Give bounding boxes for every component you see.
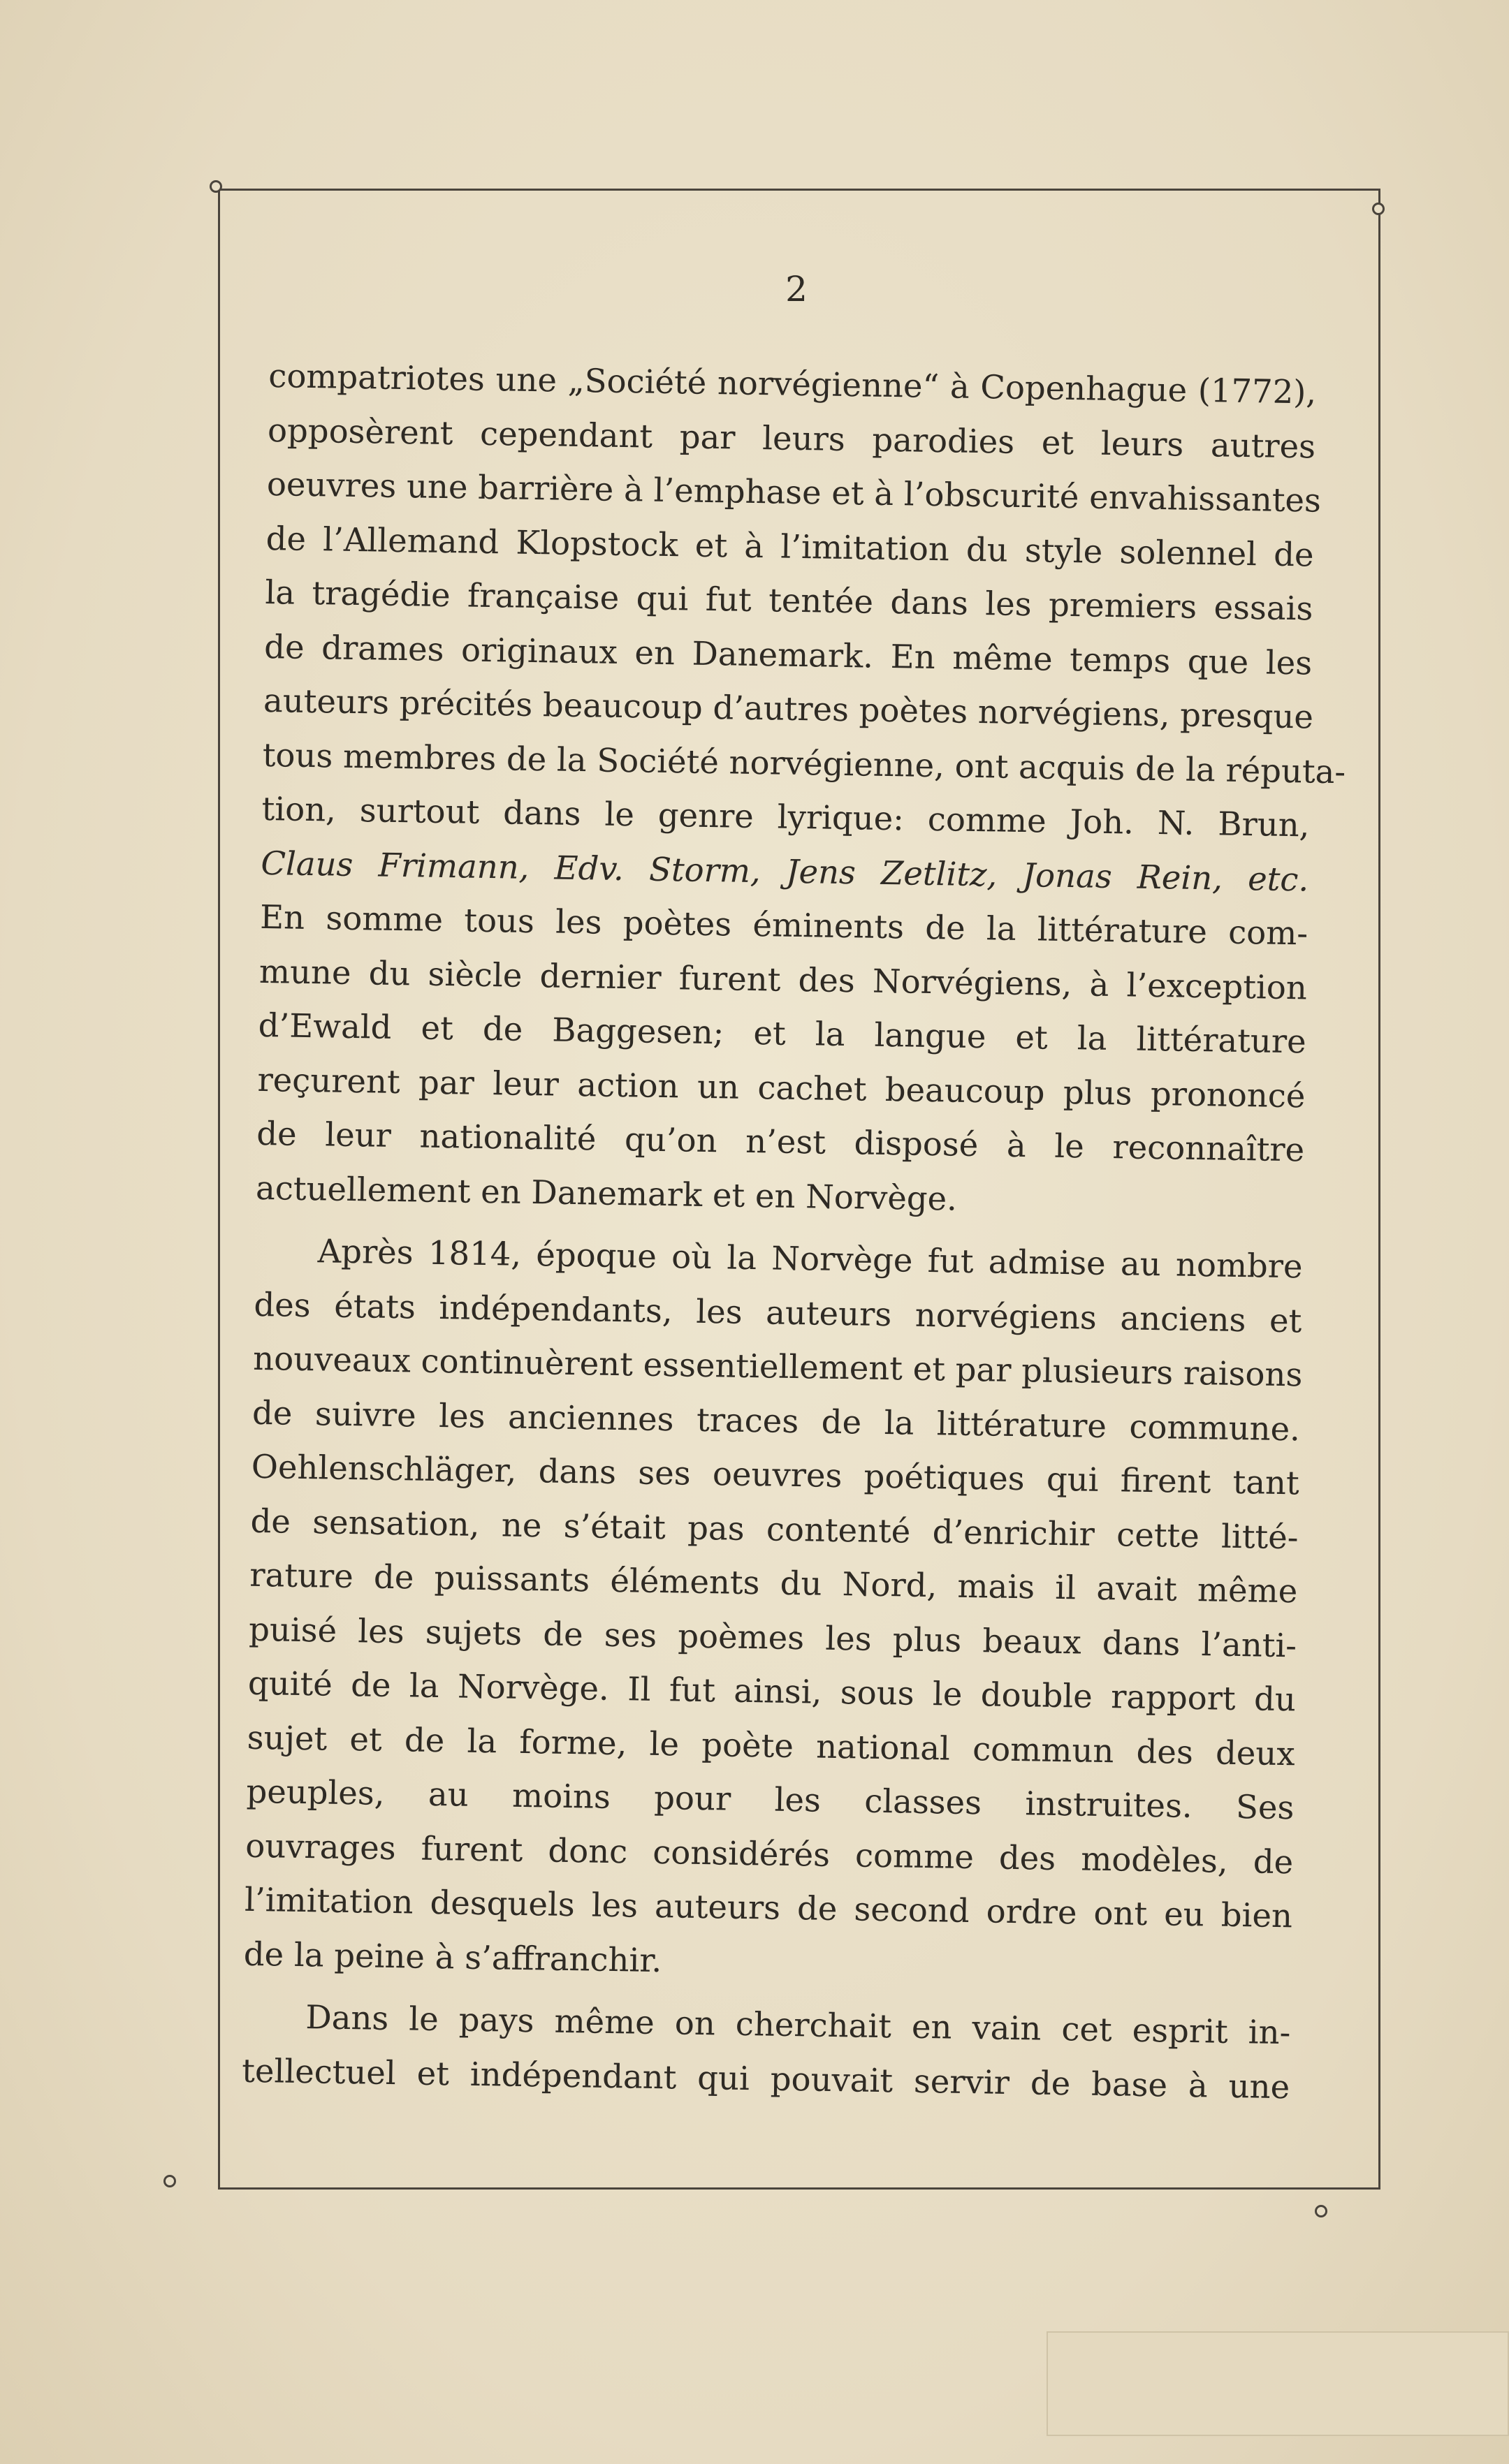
text-line: de la peine à s’affranchir. — [243, 1935, 662, 1979]
text-line: oeuvres une barrière à l’emphase et à l’obscurité envahissantes — [266, 464, 1322, 520]
paragraph-3 — [242, 1990, 1291, 2115]
adjacent-page-edge — [1047, 2331, 1509, 2436]
text-line: des états indépendants, les auteurs norvégiens anciens et — [254, 1285, 1302, 1340]
text-line: Claus Frimann, Edv. Storm, Jens Zetlitz, Jonas Rein, etc. — [261, 844, 1309, 898]
frame-corner-ornament-icon — [1315, 2205, 1327, 2217]
text-line: compatriotes une „Société norvégienne“ à Copenhague (1772), — [268, 356, 1317, 411]
frame-corner-ornament-icon — [210, 180, 222, 193]
text-line: la tragédie française qui fut tentée dans les premiers essais — [265, 573, 1313, 628]
text-line: ouvrages furent donc considérés comme des modèles, de — [245, 1826, 1294, 1881]
text-line: peuples, au moins pour les classes instruites. Ses — [246, 1772, 1295, 1827]
text-line: mune du siècle dernier furent des Norvégiens, à l’exception — [258, 952, 1308, 1006]
text-line: quité de la Norvège. Il fut ainsi, sous le double rapport du — [247, 1664, 1297, 1719]
text-line: sujet et de la forme, le poète national commun des deux — [247, 1718, 1296, 1773]
text-line: d’Ewald et de Baggesen; et la langue et la littérature — [258, 1006, 1307, 1061]
text-line: reçurent par leur action un cachet beaucoup plus prononcé — [257, 1060, 1306, 1115]
text-line: tous membres de la Société norvégienne, ont acquis de la réputa- — [262, 735, 1346, 791]
text-line: Dans le pays même on cherchait en vain cet esprit in- — [305, 1998, 1291, 2052]
text-line: actuellement en Danemark et en Norvège. — [255, 1168, 958, 1218]
text-line: rature de puissants éléments du Nord, mais il avait même — [249, 1555, 1298, 1611]
text-line: l’imitation desquels les auteurs de second ordre ont eu bien — [244, 1880, 1293, 1935]
text-line: de l’Allemand Klopstock et à l’imitation du style solennel de — [265, 519, 1314, 574]
text-line: auteurs précités beaucoup d’autres poètes norvégiens, presque — [263, 681, 1314, 736]
frame-corner-ornament-icon — [163, 2175, 176, 2187]
text-line: Oehlenschläger, dans ses oeuvres poétiques qui firent tant — [251, 1447, 1300, 1502]
text-line: de drames originaux en Danemark. En même temps que les — [263, 627, 1313, 682]
text-line: de sensation, ne s’était pas contenté d’enrichir cette litté- — [250, 1502, 1299, 1556]
text-line: Après 1814, époque où la Norvège fut admise au nombre — [317, 1232, 1303, 1286]
frame-corner-ornament-icon — [1372, 203, 1385, 215]
page-number: 2 — [785, 269, 808, 309]
text-line: opposèrent cependant par leurs parodies et leurs autres — [267, 411, 1316, 466]
text-line: En somme tous les poètes éminents de la littérature com- — [259, 897, 1308, 953]
body-text — [241, 349, 1346, 2114]
paragraph-1 — [255, 349, 1346, 1231]
text-line: de leur nationalité qu’on n’est disposé à le reconnaître — [256, 1114, 1305, 1169]
text-line: de suivre les anciennes traces de la littérature commune. — [252, 1393, 1301, 1448]
text-line: puisé les sujets de ses poèmes les plus beaux dans l’anti- — [248, 1610, 1297, 1664]
text-line: tellectuel et indépendant qui pouvait servir de base à une — [241, 2051, 1290, 2106]
paragraph-2 — [243, 1224, 1303, 1997]
text-line: nouveaux continuèrent essentiellement et par plusieurs raisons — [252, 1339, 1303, 1394]
text-line: tion, surtout dans le genre lyrique: comme Joh. N. Brun, — [261, 789, 1310, 844]
